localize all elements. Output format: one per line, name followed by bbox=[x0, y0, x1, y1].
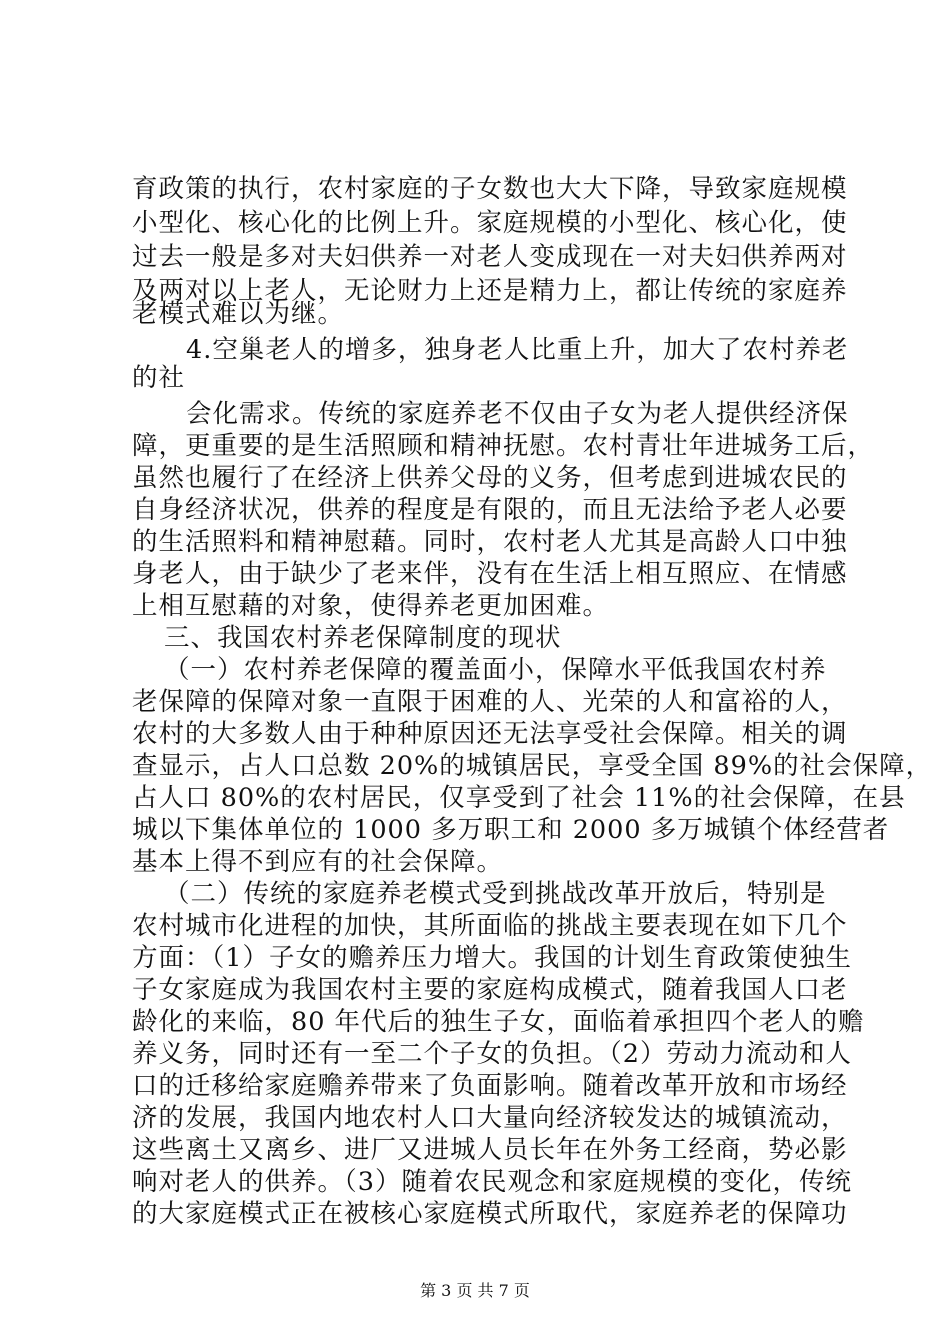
text-line: 的社 bbox=[132, 363, 186, 393]
text-line: 这些离土又离乡、进厂又进城人员长年在外务工经商，势必影 bbox=[132, 1135, 848, 1165]
text-line: （一）农村养老保障的覆盖面小，保障水平低我国农村养 bbox=[164, 655, 827, 685]
text-line: 及两对以上老人，无论财力上还是精力上，都让传统的家庭养 bbox=[132, 276, 848, 306]
text-line: 农村的大多数人由于种种原因还无法享受社会保障。相关的调 bbox=[132, 719, 848, 749]
text-line: 老模式难以为继。 bbox=[132, 299, 345, 329]
text-line: 4.空巢老人的增多，独身老人比重上升，加大了农村养老 bbox=[186, 335, 849, 365]
text-line: 龄化的来临，80 年代后的独生子女，面临着承担四个老人的赡 bbox=[132, 1007, 865, 1037]
text-line: 口的迁移给家庭赡养带来了负面影响。随着改革开放和市场经 bbox=[132, 1071, 848, 1101]
text-line: 占人口 80%的农村居民，仅享受到了社会 11%的社会保障，在县 bbox=[132, 783, 906, 813]
text-line: 过去一般是多对夫妇供养一对老人变成现在一对夫妇供养两对 bbox=[132, 242, 848, 272]
text-line: 的大家庭模式正在被核心家庭模式所取代，家庭养老的保障功 bbox=[132, 1199, 848, 1229]
text-line: 自身经济状况，供养的程度是有限的，而且无法给予老人必要 bbox=[132, 495, 848, 525]
text-line: （二）传统的家庭养老模式受到挑战改革开放后，特别是 bbox=[164, 879, 827, 909]
text-line: 查显示，占人口总数 20%的城镇居民，享受全国 89%的社会保障， bbox=[132, 751, 933, 781]
text-line: 城以下集体单位的 1000 多万职工和 2000 多万城镇个体经营者 bbox=[132, 815, 890, 845]
text-line: 障，更重要的是生活照顾和精神抚慰。农村青壮年进城务工后， bbox=[132, 431, 875, 461]
text-line: 响对老人的供养。（3）随着农民观念和家庭规模的变化，传统 bbox=[132, 1167, 852, 1197]
text-line: 济的发展，我国内地农村人口大量向经济较发达的城镇流动， bbox=[132, 1103, 848, 1133]
text-line: 方面：（1）子女的赡养压力增大。我国的计划生育政策使独生 bbox=[132, 943, 852, 973]
text-line: 养义务，同时还有一至二个子女的负担。（2）劳动力流动和人 bbox=[132, 1039, 852, 1069]
text-line: 老保障的保障对象一直限于困难的人、光荣的人和富裕的人， bbox=[132, 687, 848, 717]
text-line: 基本上得不到应有的社会保障。 bbox=[132, 847, 504, 877]
text-line: 农村城市化进程的加快，其所面临的挑战主要表现在如下几个 bbox=[132, 911, 848, 941]
text-line: 育政策的执行，农村家庭的子女数也大大下降，导致家庭规模 bbox=[132, 174, 848, 204]
text-line: 上相互慰藉的对象，使得养老更加困难。 bbox=[132, 591, 610, 621]
text-line: 虽然也履行了在经济上供养父母的义务，但考虑到进城农民的 bbox=[132, 463, 848, 493]
text-line: 小型化、核心化的比例上升。家庭规模的小型化、核心化，使 bbox=[132, 208, 848, 238]
text-line: 身老人，由于缺少了老来伴，没有在生活上相互照应、在情感 bbox=[132, 559, 848, 589]
page-number: 第 3 页 共 7 页 bbox=[420, 1281, 530, 1300]
text-line: 的生活照料和精神慰藉。同时，农村老人尤其是高龄人口中独 bbox=[132, 527, 848, 557]
text-line: 会化需求。传统的家庭养老不仅由子女为老人提供经济保 bbox=[186, 399, 849, 429]
text-line: 子女家庭成为我国农村主要的家庭构成模式，随着我国人口老 bbox=[132, 975, 848, 1005]
section-heading: 三、我国农村养老保障制度的现状 bbox=[164, 623, 562, 653]
